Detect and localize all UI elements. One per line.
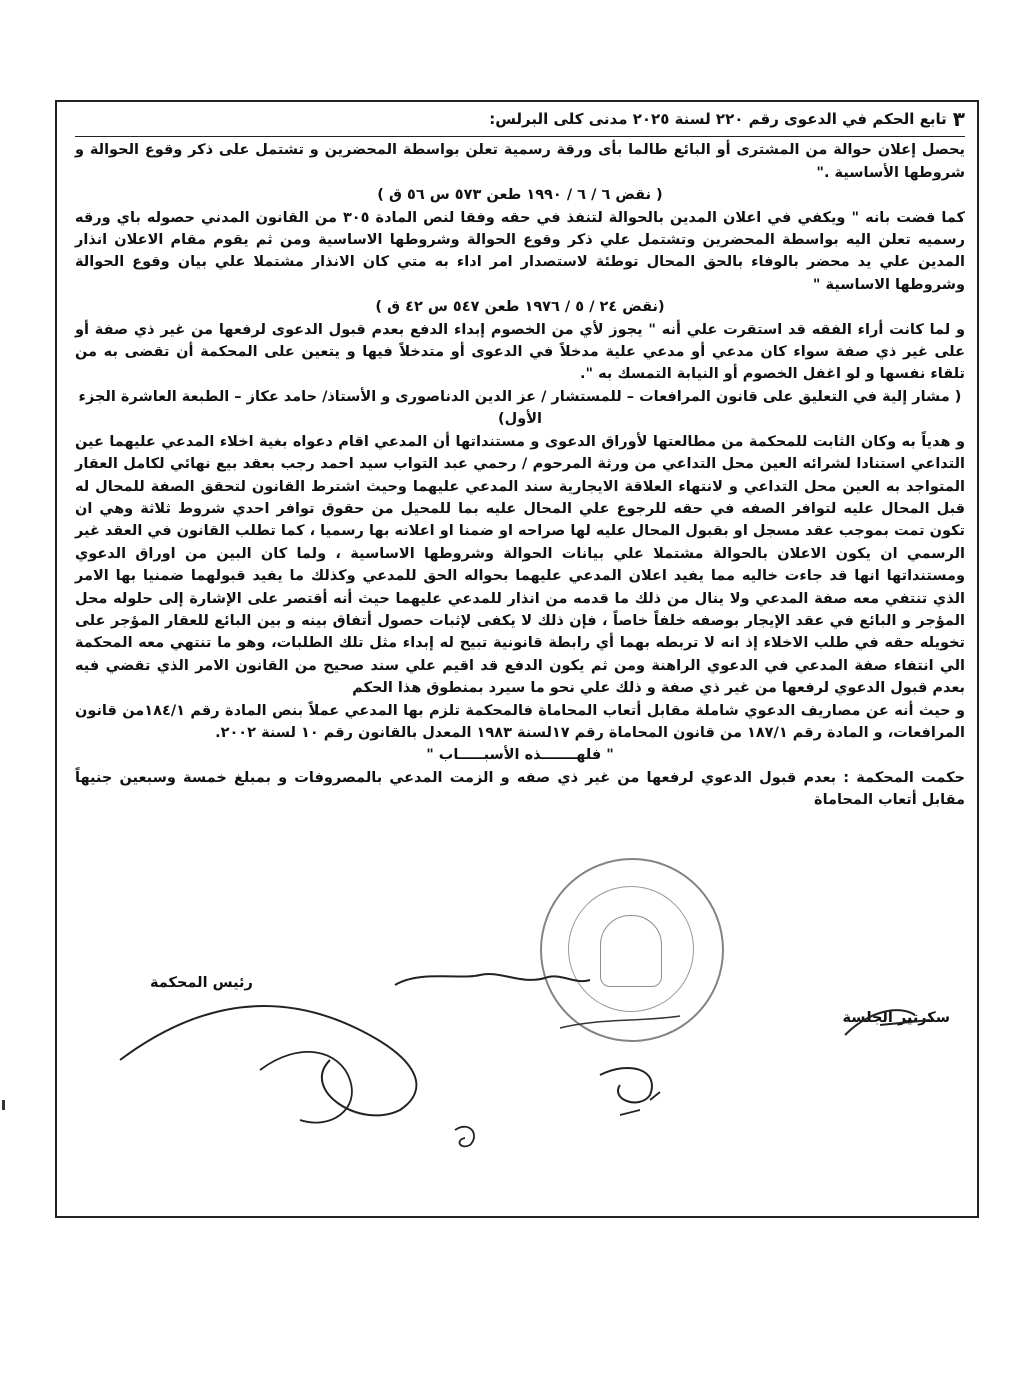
president-label: رئيس المحكمة	[150, 975, 253, 991]
verdict: حكمت المحكمة : بعدم قبول الدعوي لرفعها من غير ذي صفه و الزمت المدعي بالمصروفات و بمبلغ خمسة وسبعين جنيهاً مقابل أتعاب المحاماة	[75, 769, 965, 809]
paragraph-jurisprudence: و لما كانت أراء الفقه قد استقرت علي أنه " يجوز لأي من الخصوم إبداء الدفع بعدم قبول الدعوى لرفعها من غير ذي صفة أو على غير ذي صفة سواء كان مدعي أو مدعي علية مدخلاً في الدعوى أو متدخلاً فيها و يتعين على المحكمة أن تقضى به من تلقاء نفسها و لو اغفل الخصوم أو النيابة التمسك به ".	[75, 321, 965, 383]
case-title: تابع الحكم في الدعوى رقم ٢٢٠ لسنة ٢٠٢٥ مدنى كلى البرلس:	[489, 110, 947, 128]
page-number: ٣	[952, 107, 965, 131]
secretary-label: سكرتير الجلسة	[842, 1010, 950, 1026]
paragraph-facts: و هدياً به وكان الثابت للمحكمة من مطالعتها لأوراق الدعوى و مستنداتها أن المدعي اقام دعواه بغية اخلاء المدعي عليهما عين التداعي استنادا لشرائه العين محل التداعي من ورثة المرحوم / رحمي عبد التواب سيد احمد رجب بعقد بيع نهائي لكامل العقار المتواجد به العين محل التداعي و لانتهاء العلاقة الايجارية سند المدعي عليهما وحيث اشترط القانون لتحقق الصفة للمحال له قبل المحال عليه لتوافر الصفه في حقه للرجوع علي المحال عليه بما للمحيل من حقوق توافر احدي شروط ثلاثة وهي ان تكون تمت بموجب عقد مسجل او بقبول المحال عليه لها صراحه او ضمنا او اعلانه بها رسميا ، كما تطلب القانون في العقد غير الرسمي ان يكون الاعلان بالحوالة مشتملا علي بيانات الحوالة وشروطها الاساسية ، ولما كان البين من اوراق الدعوي ومستنداتها انها قد جاءت خاليه مما يفيد اعلان المدعي عليهما بحواله الحق للمدعي وكذلك ما يفيد قبولهما ضمنيا بها الامر الذي تنتفي معه صفة المدعي ولا ينال من ذلك ما قدمه من انذار للمدعي عليهما حيث أنه أقتصر على الإشارة إلى حلوله محل المؤجر و البائع في عقد الإيجار بوصفه خلفاً خاصاً ، فإن ذلك لا يكفى لإثبات حصول أتفاق بينه و بين البائع للعقار المؤجر على تخويله حقه في طلب الاخلاء إذ انه لا تربطه بهما أي رابطة قانونية تبيح له إبداء مثل تلك الطلبات، وهو ما تنتهي معه المحكمة الي انتفاء صفة المدعي في الدعوي الراهنة ومن ثم يكون الدفع قد اقيم علي سند صحيح من القانون الامر الذي تقضي فيه بعدم قبول الدعوي لرفعها من غير ذي صفة و ذلك علي نحو ما سيرد بمنطوق هذا الحكم	[75, 433, 965, 697]
citation-cassation-1976: (نقض ٢٤ / ٥ / ١٩٧٦ طعن ٥٤٧ س ٤٢ ق )	[375, 299, 665, 316]
reasons-heading: " فلهـــــــذه الأسبـــــاب "	[426, 747, 614, 764]
paragraph-reference: ( مشار إلية في التعليق على قانون المرافعات – للمستشار / عز الدين الدناصورى و الأستاذ/ حامد عكاز – الطبعة العاشرة الجزء الأول)	[78, 388, 962, 428]
citation-cassation-1990: ( نقض ٦ / ٦ / ١٩٩٠ طعن ٥٧٣ س ٥٦ ق )	[377, 187, 663, 204]
paragraph-cassation-ruling: كما قضت بانه " ويكفي في اعلان المدين بالحوالة لتنفذ في حقه وفقا لنص المادة ٣٠٥ من القانون المدني حصوله باي ورقه رسميه تعلن اليه بواسطة المحضرين وتشتمل علي ذكر وقوع الحوالة وشروطها الاساسية ومن ثم يقوم مقام الاعلان انذار المدين علي يد محضر بالوفاء بالحق المحال توطئة لاستصدار امر اداء به متي كان الانذار مشتملا علي بيان وقوع الحوالة وشروطها الاساسية "	[75, 209, 965, 293]
paragraph-hawala-notice: يحصل إعلان حوالة من المشترى أو البائع طالما بأى ورقة رسمية تعلن بواسطة المحضرين و تشتمل على ذكر وقوع الحوالة و شروطها الأساسية ."	[75, 142, 965, 181]
paragraph-costs: و حيث أنه عن مصاريف الدعوي شاملة مقابل أتعاب المحاماة فالمحكمة تلزم بها المدعي عملاً بنص المادة رقم ١٨٤/١من قانون المرافعات، و المادة رقم ١٨٧/١ من قانون المحاماة رقم ١٧لسنة ١٩٨٣ المعدل بالقانون رقم ١٠ لسنة ٢٠٠٢.	[75, 702, 965, 741]
